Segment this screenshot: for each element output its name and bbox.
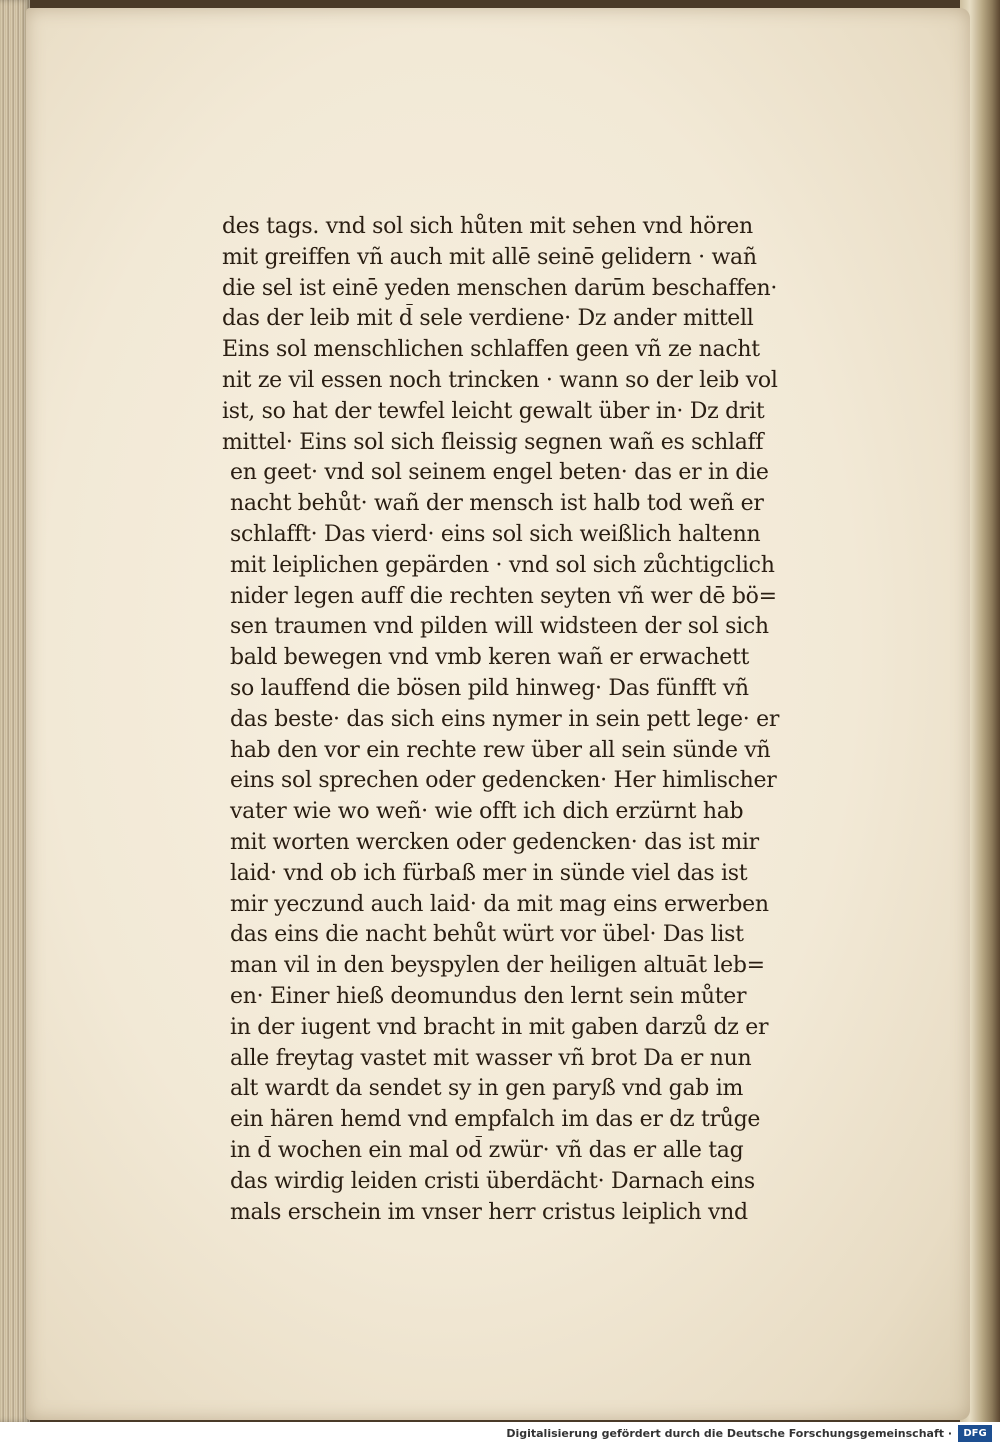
text-line: man vil in den beyspylen der heiligen altuāt leb= <box>230 953 765 979</box>
text-line: mals erschein im vnser herr cristus leiplich vnd <box>230 1199 748 1225</box>
text-line: das der leib mit d̄ sele verdiene· Dz ander mittell <box>222 306 754 332</box>
text-line: nit ze vil essen noch trincken · wann so der leib vol <box>222 367 778 393</box>
text-line: das beste· das sich eins nymer in sein pett lege· er <box>230 706 780 732</box>
text-line: in der iugent vnd bracht in mit gaben darzů dz er <box>230 1014 769 1040</box>
text-line: ein hären hemd vnd empfalch im das er dz trůge <box>230 1107 761 1133</box>
text-line: laid· vnd ob ich fürbaß mer in sünde viel das ist <box>230 860 748 886</box>
text-line: hab den vor ein rechte rew über all sein sünde vñ <box>230 737 771 763</box>
text-line: sen traumen vnd pilden will widsteen der sol sich <box>230 614 769 640</box>
text-line: das eins die nacht behůt würt vor übel· Das list <box>230 922 744 948</box>
text-line: die sel ist einē yeden menschen darūm beschaffen· <box>222 275 778 301</box>
text-line: alle freytag vastet mit wasser vñ brot Da er nun <box>230 1045 752 1071</box>
funding-credit: Digitalisierung gefördert durch die Deutsche Forschungsgemeinschaft · <box>506 1427 952 1440</box>
text-line: en geet· vnd sol seinem engel beten· das er in die <box>230 460 769 486</box>
text-line: vater wie wo weñ· wie offt ich dich erzürnt hab <box>230 799 744 825</box>
text-line: mit worten wercken oder gedencken· das ist mir <box>230 829 759 855</box>
text-line: in d̄ wochen ein mal od̄ zwür· vñ das er alle tag <box>230 1137 744 1163</box>
text-line: Eins sol menschlichen schlaffen geen vñ ze nacht <box>222 337 760 363</box>
text-line: nider legen auff die rechten seyten vñ wer dē bö= <box>230 583 777 609</box>
text-line: des tags. vnd sol sich hůten mit sehen vnd hören <box>222 214 753 239</box>
text-line: mittel· Eins sol sich fleissig segnen wañ es schlaff <box>222 429 764 455</box>
text-block <box>222 212 800 1228</box>
text-line: eins sol sprechen oder gedencken· Her himlischer <box>230 768 777 794</box>
text-line: nacht behůt· wañ der mensch ist halb tod weñ er <box>230 491 764 517</box>
text-line: en· Einer hieß deomundus den lernt sein můter <box>230 983 747 1009</box>
text-line: bald bewegen vnd vmb keren wañ er erwachett <box>230 645 750 671</box>
text-line: das wirdig leiden cristi überdächt· Darnach eins <box>230 1168 755 1194</box>
text-line: mit greiffen vñ auch mit allē seinē gelidern · wañ <box>222 244 757 270</box>
text-line: mir yeczund auch laid· da mit mag eins erwerben <box>230 891 769 917</box>
text-line: ist, so hat der tewfel leicht gewalt über in· Dz drit <box>222 398 765 424</box>
text-line: so lauffend die bösen pild hinweg· Das fünfft vñ <box>230 675 749 701</box>
text-line: alt wardt da sendet sy in gen paryß vnd gab im <box>230 1076 744 1102</box>
footer-bar <box>0 1422 1000 1446</box>
book-page <box>26 8 970 1420</box>
text-line: schlafft· Das vierd· eins sol sich weißlich haltenn <box>230 521 761 547</box>
dfg-logo: DFG <box>958 1425 992 1442</box>
text-line: mit leiplichen gepärden · vnd sol sich zůchtigclich <box>230 552 775 578</box>
